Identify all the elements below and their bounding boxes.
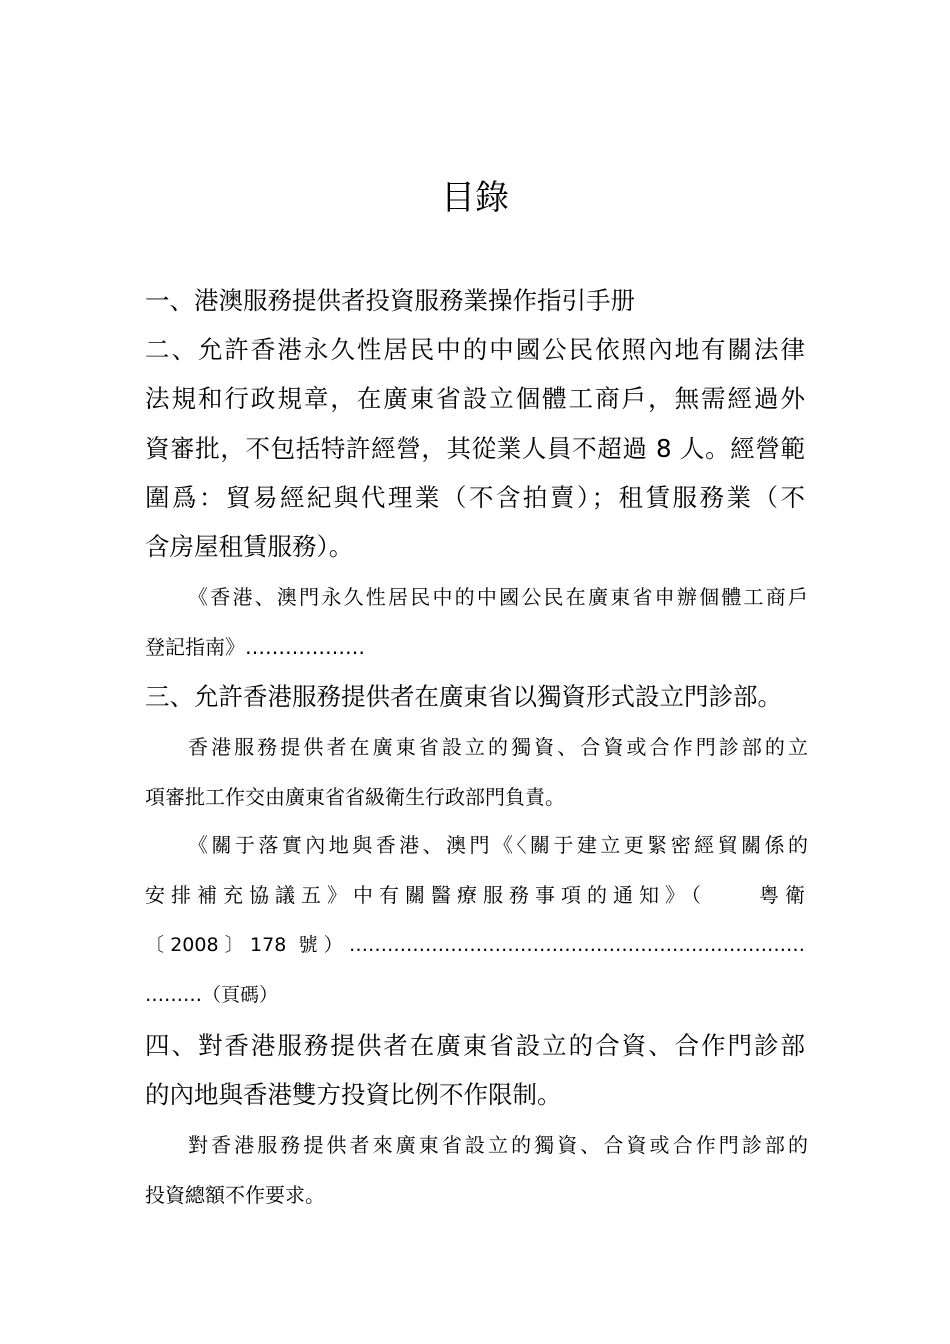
toc-item-3: 三、允許香港服務提供者在廣東省以獨資形式設立門診部。 (145, 682, 782, 711)
toc-item-1: 一、港澳服務提供者投資服務業操作指引手册 (145, 286, 635, 315)
toc-subitem-3-line-3: 〔2008〕178 號）……………………………………………………………… (145, 934, 805, 956)
toc-subitem-3-line-1: 《關于落實內地與香港、澳門《〈關于建立更緊密經貿關係的 (188, 833, 808, 857)
toc-note-3-line-1: 香港服務提供者在廣東省設立的獨資、合資或合作門診部的立 (188, 735, 808, 759)
toc-subitem-3-line-4: ………（頁碼） (145, 984, 279, 1006)
toc-item-2-line-5: 含房屋租賃服務）。 (145, 532, 354, 561)
toc-item-2-line-4: 圍爲：貿易經紀與代理業（不含拍賣）；租賃服務業（不 (145, 483, 805, 512)
toc-note-3-line-2: 項審批工作交由廣東省省級衛生行政部門負責。 (145, 785, 565, 809)
page-title: 目錄 (441, 178, 509, 218)
toc-subitem-2-line-1: 《香港、澳門永久性居民中的中國公民在廣東省申辦個體工商戶 (188, 585, 808, 609)
toc-item-2-line-2: 法規和行政規章，在廣東省設立個體工商戶，無需經過外 (145, 384, 805, 413)
toc-note-4-line-1: 對香港服務提供者來廣東省設立的獨資、合資或合作門診部的 (188, 1133, 808, 1157)
toc-subitem-2-line-2: 登記指南》……………… (145, 635, 365, 659)
toc-item-4-line-2: 的內地與香港雙方投資比例不作限制。 (145, 1080, 562, 1109)
toc-item-2-line-1: 二、允許香港永久性居民中的中國公民依照內地有關法律 (145, 335, 805, 364)
toc-item-2-line-3: 資審批，不包括特許經營，其從業人員不超過 8 人。經營範 (145, 434, 805, 463)
toc-note-4-line-2: 投資總額不作要求。 (145, 1183, 325, 1207)
toc-subitem-3-line-2: 安排補充協議五》中有關醫療服務事項的通知》（ 粤衛 (145, 883, 805, 907)
toc-item-4-line-1: 四、對香港服務提供者在廣東省設立的合資、合作門診部 (145, 1031, 805, 1060)
